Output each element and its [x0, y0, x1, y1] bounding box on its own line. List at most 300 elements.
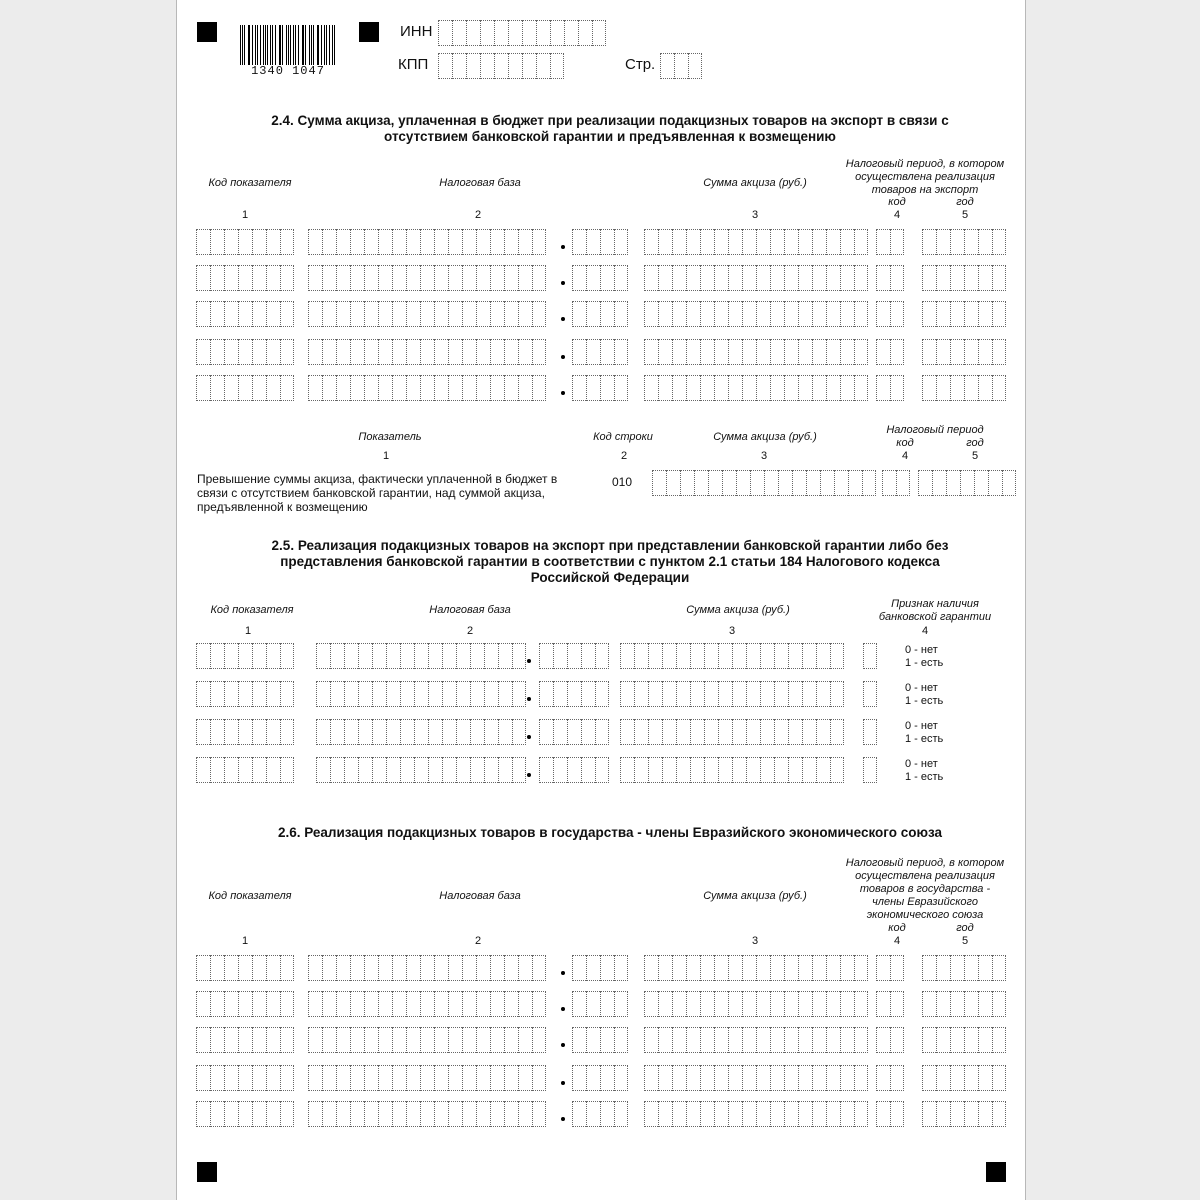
- input-cell[interactable]: [336, 375, 350, 401]
- indicator-code-field[interactable]: [196, 1065, 294, 1091]
- input-cell[interactable]: [210, 301, 224, 327]
- input-cell[interactable]: [252, 1065, 266, 1091]
- input-cell[interactable]: [518, 301, 532, 327]
- input-cell[interactable]: [494, 20, 508, 46]
- input-cell[interactable]: [504, 1027, 518, 1053]
- input-cell[interactable]: [350, 1027, 364, 1053]
- input-cell[interactable]: [595, 681, 609, 707]
- input-cell[interactable]: [252, 229, 266, 255]
- input-cell[interactable]: [992, 1101, 1006, 1127]
- input-cell[interactable]: [581, 681, 595, 707]
- input-cell[interactable]: [674, 53, 688, 79]
- tax-base-decimal-field[interactable]: [539, 719, 609, 745]
- input-cell[interactable]: [586, 301, 600, 327]
- input-cell[interactable]: [428, 719, 442, 745]
- period-year-field[interactable]: [922, 1101, 1006, 1127]
- input-cell[interactable]: [688, 53, 702, 79]
- input-cell[interactable]: [840, 991, 854, 1017]
- input-cell[interactable]: [364, 301, 378, 327]
- indicator-code-field[interactable]: [196, 681, 294, 707]
- input-cell[interactable]: [848, 470, 862, 496]
- input-cell[interactable]: [746, 681, 760, 707]
- input-cell[interactable]: [802, 681, 816, 707]
- input-cell[interactable]: [760, 757, 774, 783]
- input-cell[interactable]: [572, 229, 586, 255]
- input-cell[interactable]: [728, 1101, 742, 1127]
- input-cell[interactable]: [700, 1065, 714, 1091]
- input-cell[interactable]: [756, 375, 770, 401]
- guarantee-flag-field[interactable]: [863, 757, 877, 783]
- input-cell[interactable]: [830, 681, 844, 707]
- indicator-code-field[interactable]: [196, 1027, 294, 1053]
- input-cell[interactable]: [196, 1027, 210, 1053]
- input-cell[interactable]: [358, 719, 372, 745]
- input-cell[interactable]: [224, 1101, 238, 1127]
- input-cell[interactable]: [826, 1101, 840, 1127]
- input-cell[interactable]: [532, 265, 546, 291]
- input-cell[interactable]: [890, 339, 904, 365]
- input-cell[interactable]: [364, 339, 378, 365]
- input-cell[interactable]: [210, 681, 224, 707]
- input-cell[interactable]: [484, 719, 498, 745]
- input-cell[interactable]: [434, 375, 448, 401]
- tax-base-integer-field[interactable]: [308, 265, 546, 291]
- input-cell[interactable]: [572, 991, 586, 1017]
- input-cell[interactable]: [876, 1027, 890, 1053]
- input-cell[interactable]: [840, 301, 854, 327]
- input-cell[interactable]: [364, 991, 378, 1017]
- input-cell[interactable]: [476, 229, 490, 255]
- input-cell[interactable]: [386, 643, 400, 669]
- input-cell[interactable]: [652, 470, 666, 496]
- excise-amount-field[interactable]: [644, 991, 868, 1017]
- input-cell[interactable]: [658, 265, 672, 291]
- input-cell[interactable]: [462, 1027, 476, 1053]
- input-cell[interactable]: [690, 681, 704, 707]
- input-cell[interactable]: [344, 681, 358, 707]
- input-cell[interactable]: [462, 339, 476, 365]
- input-cell[interactable]: [714, 339, 728, 365]
- input-cell[interactable]: [854, 375, 868, 401]
- input-cell[interactable]: [196, 719, 210, 745]
- input-cell[interactable]: [238, 1027, 252, 1053]
- input-cell[interactable]: [280, 301, 294, 327]
- input-cell[interactable]: [704, 681, 718, 707]
- input-cell[interactable]: [686, 375, 700, 401]
- input-cell[interactable]: [978, 1101, 992, 1127]
- input-cell[interactable]: [532, 339, 546, 365]
- input-cell[interactable]: [746, 757, 760, 783]
- input-cell[interactable]: [378, 1065, 392, 1091]
- input-cell[interactable]: [308, 1065, 322, 1091]
- input-cell[interactable]: [802, 757, 816, 783]
- input-cell[interactable]: [490, 1101, 504, 1127]
- input-cell[interactable]: [476, 375, 490, 401]
- input-cell[interactable]: [448, 1101, 462, 1127]
- input-cell[interactable]: [704, 719, 718, 745]
- input-cell[interactable]: [586, 375, 600, 401]
- input-cell[interactable]: [820, 470, 834, 496]
- input-cell[interactable]: [802, 643, 816, 669]
- input-cell[interactable]: [728, 1065, 742, 1091]
- input-cell[interactable]: [890, 229, 904, 255]
- input-cell[interactable]: [532, 301, 546, 327]
- input-cell[interactable]: [406, 339, 420, 365]
- input-cell[interactable]: [992, 955, 1006, 981]
- input-cell[interactable]: [722, 470, 736, 496]
- input-cell[interactable]: [614, 375, 628, 401]
- input-cell[interactable]: [644, 229, 658, 255]
- input-cell[interactable]: [854, 301, 868, 327]
- input-cell[interactable]: [890, 991, 904, 1017]
- input-cell[interactable]: [816, 681, 830, 707]
- input-cell[interactable]: [420, 375, 434, 401]
- input-cell[interactable]: [434, 301, 448, 327]
- input-cell[interactable]: [700, 1101, 714, 1127]
- input-cell[interactable]: [210, 265, 224, 291]
- input-cell[interactable]: [950, 339, 964, 365]
- tax-base-integer-field[interactable]: [316, 681, 526, 707]
- input-cell[interactable]: [964, 229, 978, 255]
- input-cell[interactable]: [498, 719, 512, 745]
- input-cell[interactable]: [718, 643, 732, 669]
- period-code-field[interactable]: [876, 1065, 904, 1091]
- input-cell[interactable]: [614, 991, 628, 1017]
- input-cell[interactable]: [350, 229, 364, 255]
- input-cell[interactable]: [336, 955, 350, 981]
- input-cell[interactable]: [756, 229, 770, 255]
- input-cell[interactable]: [280, 643, 294, 669]
- input-cell[interactable]: [620, 681, 634, 707]
- input-cell[interactable]: [266, 1101, 280, 1127]
- input-cell[interactable]: [196, 681, 210, 707]
- input-cell[interactable]: [1002, 470, 1016, 496]
- input-cell[interactable]: [196, 643, 210, 669]
- input-cell[interactable]: [662, 681, 676, 707]
- input-cell[interactable]: [714, 301, 728, 327]
- input-cell[interactable]: [686, 339, 700, 365]
- input-cell[interactable]: [378, 375, 392, 401]
- input-cell[interactable]: [992, 339, 1006, 365]
- input-cell[interactable]: [434, 229, 448, 255]
- input-cell[interactable]: [992, 991, 1006, 1017]
- input-cell[interactable]: [936, 229, 950, 255]
- input-cell[interactable]: [936, 265, 950, 291]
- input-cell[interactable]: [266, 1027, 280, 1053]
- input-cell[interactable]: [448, 1065, 462, 1091]
- input-cell[interactable]: [863, 719, 877, 745]
- input-cell[interactable]: [532, 375, 546, 401]
- input-cell[interactable]: [406, 265, 420, 291]
- input-cell[interactable]: [512, 681, 526, 707]
- input-cell[interactable]: [950, 955, 964, 981]
- period-code-field[interactable]: [876, 229, 904, 255]
- input-cell[interactable]: [420, 1027, 434, 1053]
- input-cell[interactable]: [434, 991, 448, 1017]
- excise-amount-field[interactable]: [644, 1101, 868, 1127]
- input-cell[interactable]: [498, 681, 512, 707]
- input-cell[interactable]: [784, 1027, 798, 1053]
- input-cell[interactable]: [922, 265, 936, 291]
- input-cell[interactable]: [504, 1101, 518, 1127]
- input-cell[interactable]: [960, 470, 974, 496]
- input-cell[interactable]: [936, 375, 950, 401]
- input-cell[interactable]: [196, 991, 210, 1017]
- input-cell[interactable]: [854, 265, 868, 291]
- input-cell[interactable]: [932, 470, 946, 496]
- input-cell[interactable]: [266, 339, 280, 365]
- input-cell[interactable]: [572, 301, 586, 327]
- period-year-field[interactable]: [922, 229, 1006, 255]
- input-cell[interactable]: [728, 375, 742, 401]
- input-cell[interactable]: [742, 265, 756, 291]
- input-cell[interactable]: [788, 757, 802, 783]
- input-cell[interactable]: [344, 757, 358, 783]
- input-cell[interactable]: [553, 757, 567, 783]
- input-cell[interactable]: [964, 991, 978, 1017]
- excise-amount-field[interactable]: [620, 643, 844, 669]
- input-cell[interactable]: [210, 757, 224, 783]
- guarantee-flag-field[interactable]: [863, 643, 877, 669]
- tax-base-integer-field[interactable]: [316, 719, 526, 745]
- input-cell[interactable]: [392, 265, 406, 291]
- input-cell[interactable]: [728, 301, 742, 327]
- input-cell[interactable]: [774, 643, 788, 669]
- input-cell[interactable]: [742, 229, 756, 255]
- input-cell[interactable]: [344, 643, 358, 669]
- input-cell[interactable]: [438, 20, 452, 46]
- input-cell[interactable]: [686, 1101, 700, 1127]
- input-cell[interactable]: [358, 681, 372, 707]
- input-cell[interactable]: [252, 643, 266, 669]
- input-cell[interactable]: [666, 470, 680, 496]
- excess-period-code-field[interactable]: [882, 470, 910, 496]
- input-cell[interactable]: [798, 955, 812, 981]
- input-cell[interactable]: [714, 1065, 728, 1091]
- input-cell[interactable]: [581, 643, 595, 669]
- input-cell[interactable]: [978, 1065, 992, 1091]
- input-cell[interactable]: [372, 681, 386, 707]
- guarantee-flag-field[interactable]: [863, 681, 877, 707]
- input-cell[interactable]: [862, 470, 876, 496]
- period-code-field[interactable]: [876, 991, 904, 1017]
- input-cell[interactable]: [392, 229, 406, 255]
- input-cell[interactable]: [392, 301, 406, 327]
- input-cell[interactable]: [448, 339, 462, 365]
- input-cell[interactable]: [536, 53, 550, 79]
- input-cell[interactable]: [494, 53, 508, 79]
- input-cell[interactable]: [592, 20, 606, 46]
- input-cell[interactable]: [400, 719, 414, 745]
- input-cell[interactable]: [238, 681, 252, 707]
- input-cell[interactable]: [266, 681, 280, 707]
- input-cell[interactable]: [770, 339, 784, 365]
- input-cell[interactable]: [280, 719, 294, 745]
- input-cell[interactable]: [788, 681, 802, 707]
- input-cell[interactable]: [978, 339, 992, 365]
- input-cell[interactable]: [784, 265, 798, 291]
- input-cell[interactable]: [798, 229, 812, 255]
- input-cell[interactable]: [644, 375, 658, 401]
- input-cell[interactable]: [854, 1065, 868, 1091]
- input-cell[interactable]: [414, 757, 428, 783]
- input-cell[interactable]: [840, 339, 854, 365]
- input-cell[interactable]: [700, 375, 714, 401]
- input-cell[interactable]: [714, 991, 728, 1017]
- input-cell[interactable]: [890, 375, 904, 401]
- input-cell[interactable]: [238, 375, 252, 401]
- input-cell[interactable]: [434, 1027, 448, 1053]
- input-cell[interactable]: [196, 301, 210, 327]
- input-cell[interactable]: [658, 301, 672, 327]
- input-cell[interactable]: [784, 991, 798, 1017]
- page-number-field[interactable]: [660, 53, 702, 79]
- input-cell[interactable]: [210, 955, 224, 981]
- input-cell[interactable]: [614, 265, 628, 291]
- input-cell[interactable]: [266, 719, 280, 745]
- period-code-field[interactable]: [876, 265, 904, 291]
- input-cell[interactable]: [746, 719, 760, 745]
- input-cell[interactable]: [532, 229, 546, 255]
- input-cell[interactable]: [896, 470, 910, 496]
- input-cell[interactable]: [728, 955, 742, 981]
- input-cell[interactable]: [456, 681, 470, 707]
- input-cell[interactable]: [950, 1101, 964, 1127]
- input-cell[interactable]: [238, 757, 252, 783]
- input-cell[interactable]: [518, 339, 532, 365]
- input-cell[interactable]: [728, 265, 742, 291]
- input-cell[interactable]: [504, 1065, 518, 1091]
- input-cell[interactable]: [196, 265, 210, 291]
- input-cell[interactable]: [704, 643, 718, 669]
- input-cell[interactable]: [714, 229, 728, 255]
- input-cell[interactable]: [252, 1027, 266, 1053]
- input-cell[interactable]: [512, 757, 526, 783]
- period-code-field[interactable]: [876, 375, 904, 401]
- input-cell[interactable]: [834, 470, 848, 496]
- input-cell[interactable]: [788, 643, 802, 669]
- input-cell[interactable]: [224, 719, 238, 745]
- input-cell[interactable]: [364, 955, 378, 981]
- input-cell[interactable]: [812, 1065, 826, 1091]
- period-year-field[interactable]: [922, 1027, 1006, 1053]
- excise-amount-field[interactable]: [644, 1027, 868, 1053]
- input-cell[interactable]: [532, 955, 546, 981]
- input-cell[interactable]: [826, 1027, 840, 1053]
- input-cell[interactable]: [863, 643, 877, 669]
- input-cell[interactable]: [816, 719, 830, 745]
- indicator-code-field[interactable]: [196, 1101, 294, 1127]
- input-cell[interactable]: [595, 719, 609, 745]
- input-cell[interactable]: [950, 229, 964, 255]
- tax-base-decimal-field[interactable]: [572, 375, 628, 401]
- input-cell[interactable]: [634, 757, 648, 783]
- input-cell[interactable]: [476, 955, 490, 981]
- input-cell[interactable]: [922, 339, 936, 365]
- input-cell[interactable]: [978, 301, 992, 327]
- input-cell[interactable]: [672, 229, 686, 255]
- input-cell[interactable]: [700, 265, 714, 291]
- input-cell[interactable]: [252, 1101, 266, 1127]
- input-cell[interactable]: [428, 757, 442, 783]
- input-cell[interactable]: [728, 1027, 742, 1053]
- input-cell[interactable]: [386, 757, 400, 783]
- input-cell[interactable]: [484, 643, 498, 669]
- input-cell[interactable]: [490, 265, 504, 291]
- input-cell[interactable]: [252, 955, 266, 981]
- input-cell[interactable]: [644, 265, 658, 291]
- tax-base-integer-field[interactable]: [308, 1101, 546, 1127]
- input-cell[interactable]: [658, 375, 672, 401]
- tax-base-decimal-field[interactable]: [572, 1027, 628, 1053]
- input-cell[interactable]: [718, 719, 732, 745]
- tax-base-decimal-field[interactable]: [539, 643, 609, 669]
- input-cell[interactable]: [840, 1027, 854, 1053]
- input-cell[interactable]: [742, 339, 756, 365]
- input-cell[interactable]: [964, 1027, 978, 1053]
- input-cell[interactable]: [567, 757, 581, 783]
- input-cell[interactable]: [840, 1101, 854, 1127]
- input-cell[interactable]: [586, 1101, 600, 1127]
- input-cell[interactable]: [518, 375, 532, 401]
- input-cell[interactable]: [490, 1027, 504, 1053]
- input-cell[interactable]: [686, 1027, 700, 1053]
- input-cell[interactable]: [978, 991, 992, 1017]
- input-cell[interactable]: [600, 991, 614, 1017]
- input-cell[interactable]: [620, 643, 634, 669]
- input-cell[interactable]: [280, 1065, 294, 1091]
- input-cell[interactable]: [964, 1101, 978, 1127]
- input-cell[interactable]: [770, 955, 784, 981]
- input-cell[interactable]: [224, 339, 238, 365]
- input-cell[interactable]: [358, 643, 372, 669]
- input-cell[interactable]: [280, 681, 294, 707]
- input-cell[interactable]: [658, 229, 672, 255]
- input-cell[interactable]: [322, 339, 336, 365]
- input-cell[interactable]: [770, 229, 784, 255]
- input-cell[interactable]: [788, 719, 802, 745]
- input-cell[interactable]: [826, 375, 840, 401]
- input-cell[interactable]: [756, 265, 770, 291]
- input-cell[interactable]: [826, 265, 840, 291]
- input-cell[interactable]: [470, 757, 484, 783]
- indicator-code-field[interactable]: [196, 375, 294, 401]
- input-cell[interactable]: [308, 955, 322, 981]
- input-cell[interactable]: [414, 681, 428, 707]
- input-cell[interactable]: [644, 1027, 658, 1053]
- input-cell[interactable]: [392, 1101, 406, 1127]
- input-cell[interactable]: [662, 757, 676, 783]
- excess-period-year-field[interactable]: [918, 470, 1016, 496]
- input-cell[interactable]: [581, 719, 595, 745]
- input-cell[interactable]: [922, 229, 936, 255]
- input-cell[interactable]: [364, 1065, 378, 1091]
- input-cell[interactable]: [614, 229, 628, 255]
- input-cell[interactable]: [964, 265, 978, 291]
- input-cell[interactable]: [770, 301, 784, 327]
- input-cell[interactable]: [600, 265, 614, 291]
- input-cell[interactable]: [350, 991, 364, 1017]
- input-cell[interactable]: [854, 1101, 868, 1127]
- input-cell[interactable]: [728, 229, 742, 255]
- input-cell[interactable]: [308, 229, 322, 255]
- input-cell[interactable]: [518, 955, 532, 981]
- input-cell[interactable]: [336, 301, 350, 327]
- input-cell[interactable]: [224, 955, 238, 981]
- input-cell[interactable]: [470, 719, 484, 745]
- input-cell[interactable]: [350, 301, 364, 327]
- input-cell[interactable]: [600, 375, 614, 401]
